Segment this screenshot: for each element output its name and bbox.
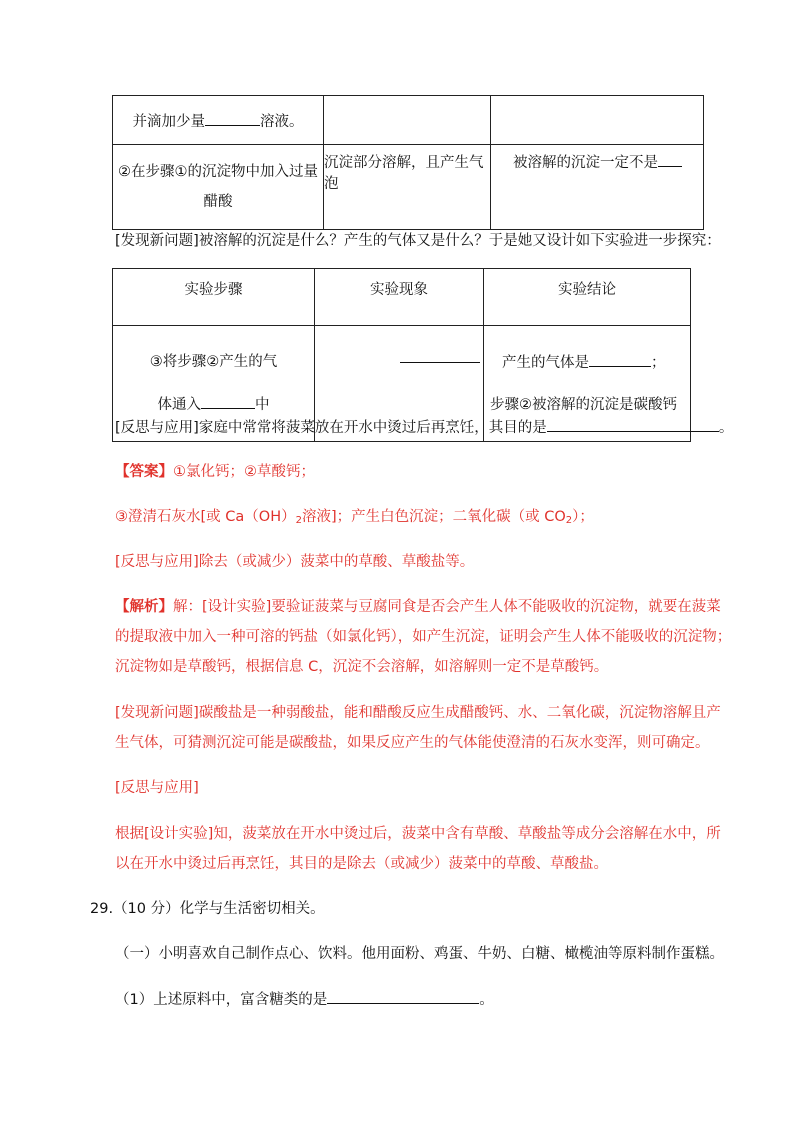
answer-blank (327, 989, 479, 1004)
header-phenomenon: 实验现象 (315, 269, 484, 326)
step-cell: 并滴加少量 溶液。 (113, 96, 324, 145)
answer-blank (205, 111, 260, 126)
answer-blank (658, 152, 682, 167)
analysis-line-4: [发现新问题]碳酸盐是一种弱酸盐，能和醋酸反应生成醋酸钙、水、二氧化碳，沉淀物溶解且产 (115, 705, 721, 721)
header-conclusion: 实验结论 (484, 269, 691, 326)
experiment-table-1 (112, 95, 704, 230)
table-row (113, 145, 704, 230)
phenomenon-cell: 沉淀部分溶解，且产生气泡 (324, 145, 491, 230)
analysis-line-8: 以在开水中烫过后再烹饪，其目的是除去（或减少）菠菜中的草酸、草酸盐。 (115, 856, 608, 872)
answer-blank (589, 352, 651, 367)
analysis-line-7: 根据[设计实验]知，菠菜放在开水中烫过后，菠菜中含有草酸、草酸盐等成分会溶解在水中，所 (115, 826, 721, 842)
header-step: 实验步骤 (113, 269, 315, 326)
question-29-title: 29.（10 分）化学与生活密切相关。 (90, 901, 325, 917)
phenomenon-cell (324, 96, 491, 145)
conclusion-cell (491, 96, 704, 145)
answer-blank (400, 348, 480, 363)
step-cell: ③将步骤②产生的气 体通入 中 (113, 326, 315, 442)
analysis-line-6: [反思与应用] (115, 780, 199, 796)
answer-blank (547, 417, 719, 432)
conclusion-cell: 被溶解的沉淀一定不是 (491, 145, 704, 230)
experiment-table-2 (112, 268, 691, 442)
step-cell: ②在步骤①的沉淀物中加入过量 醋酸 (113, 145, 324, 230)
table-header-row (113, 269, 691, 326)
reflect-question: [反思与应用]家庭中常常将菠菜放在开水中烫过后再烹饪，其目的是 。 (115, 417, 733, 438)
question-29-part-1: （一）小明喜欢自己制作点心、饮料。他用面粉、鸡蛋、牛奶、白糖、橄榄油等原料制作蛋糕。 (115, 946, 724, 962)
answer-line-2: ③澄清石灰水[或 $Ca(OH)_2$溶液]；产生白色沉淀；二氧化碳（或 $CO_2$）； (115, 509, 594, 526)
answer-blank (201, 394, 255, 409)
answer-line-3: [反思与应用]除去（或减少）菠菜中的草酸、草酸盐等。 (115, 554, 475, 570)
analysis-line-1: 【解析】解：[设计实验]要验证菠菜与豆腐同食是否会产生人体不能吸收的沉淀物，就要在菠菜 (115, 599, 721, 615)
analysis-line-5: 生气体，可猜测沉淀可能是碳酸盐，如果反应产生的气体能使澄清的石灰水变浑，则可确定。 (115, 735, 710, 751)
conclusion-cell: 产生的气体是 ； 步骤②被溶解的沉淀是碳酸钙 (484, 326, 691, 442)
analysis-line-3: 沉淀物如是草酸钙，根据信息 C，沉淀不会溶解，如溶解则一定不是草酸钙。 (115, 659, 609, 675)
analysis-line-2: 的提取液中加入一种可溶的钙盐（如氯化钙），如产生沉淀，证明会产生人体不能吸收的沉淀物； (115, 629, 732, 645)
question-29-sub-1: （1）上述原料中，富含糖类的是 。 (115, 989, 494, 1010)
discover-question: [发现新问题]被溶解的沉淀是什么？产生的气体又是什么？于是她又设计如下实验进一步探究： (115, 233, 721, 249)
table-row (113, 96, 704, 145)
answer-line-1: 【答案】①氯化钙；②草酸钙； (115, 464, 315, 480)
